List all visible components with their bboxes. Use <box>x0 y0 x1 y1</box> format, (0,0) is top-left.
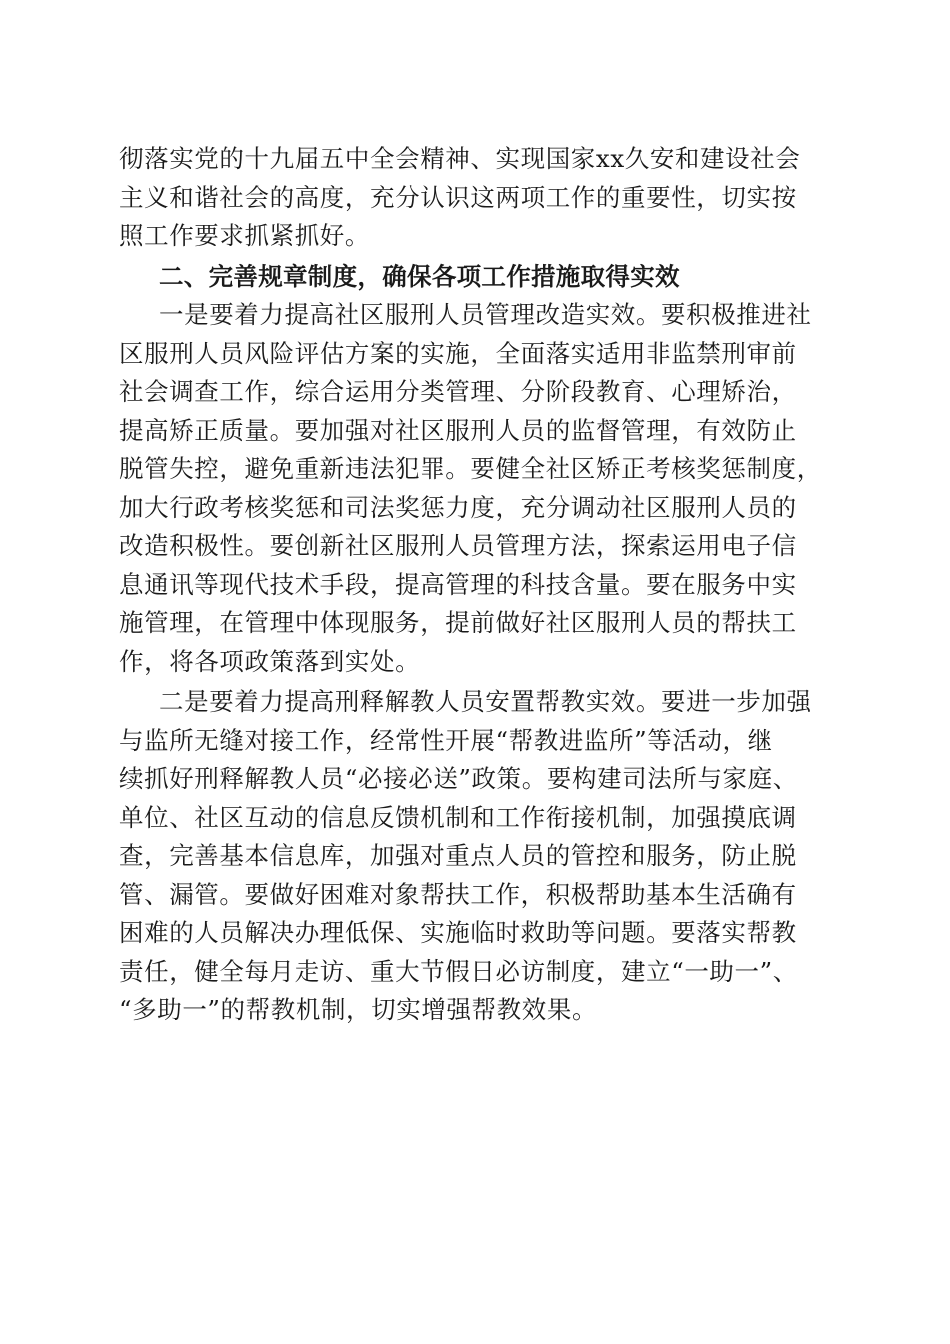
paragraph-line: 照工作要求抓紧抓好。 <box>119 221 370 250</box>
paragraph-line: 作，将各项政策落到实处。 <box>119 646 421 676</box>
paragraph-line: 单位、社区互动的信息反馈机制和工作衔接机制，加强摸底调 <box>119 802 797 832</box>
section-heading: 二、完善规章制度，确保各项工作措施取得实效 <box>159 261 680 291</box>
paragraph-line: “多助一”的帮教机制，切实增强帮教效果。 <box>119 995 598 1024</box>
paragraph-line: 二是要着力提高刑释解教人员安置帮教实效。要进一步加强 <box>159 687 812 716</box>
paragraph-line: 彻落实党的十九届五中全会精神、实现国家xx久安和建设社会 <box>119 144 801 173</box>
paragraph-line: 改造积极性。要创新社区服刑人员管理方法，探索运用电子信 <box>119 531 797 560</box>
paragraph-two <box>119 683 831 1030</box>
paragraph-one <box>119 296 831 681</box>
paragraph-line: 责任，健全每月走访、重大节假日必访制度，建立“一助一”、 <box>119 956 798 986</box>
paragraph-line: 脱管失控，避免重新违法犯罪。要健全社区矫正考核奖惩制度， <box>119 454 822 483</box>
paragraph-line: 主义和谐社会的高度，充分认识这两项工作的重要性，切实按 <box>119 182 797 212</box>
paragraph-line: 息通讯等现代技术手段，提高管理的科技含量。要在服务中实 <box>119 569 797 599</box>
paragraph-line: 施管理，在管理中体现服务，提前做好社区服刑人员的帮扶工 <box>119 608 797 637</box>
document-body <box>119 140 831 1030</box>
paragraph-line: 加大行政考核奖惩和司法奖惩力度，充分调动社区服刑人员的 <box>119 492 797 522</box>
paragraph-intro <box>119 140 831 256</box>
paragraph-line: 管、漏管。要做好困难对象帮扶工作，积极帮助基本生活确有 <box>119 879 797 909</box>
paragraph-line: 社会调查工作，综合运用分类管理、分阶段教育、心理矫治， <box>119 377 797 406</box>
paragraph-line: 困难的人员解决办理低保、实施临时救助等问题。要落实帮教 <box>119 918 797 947</box>
paragraph-line: 区服刑人员风险评估方案的实施，全面落实适用非监禁刑审前 <box>119 338 797 368</box>
paragraph-line: 与监所无缝对接工作，经常性开展“帮教进监所”等活动，继 <box>119 725 773 755</box>
paragraph-line: 查，完善基本信息库，加强对重点人员的管控和服务，防止脱 <box>119 841 797 870</box>
paragraph-line: 提高矫正质量。要加强对社区服刑人员的监督管理，有效防止 <box>119 415 797 445</box>
paragraph-line: 续抓好刑释解教人员“必接必送”政策。要构建司法所与家庭、 <box>119 764 798 793</box>
paragraph-line: 一是要着力提高社区服刑人员管理改造实效。要积极推进社 <box>159 300 812 329</box>
